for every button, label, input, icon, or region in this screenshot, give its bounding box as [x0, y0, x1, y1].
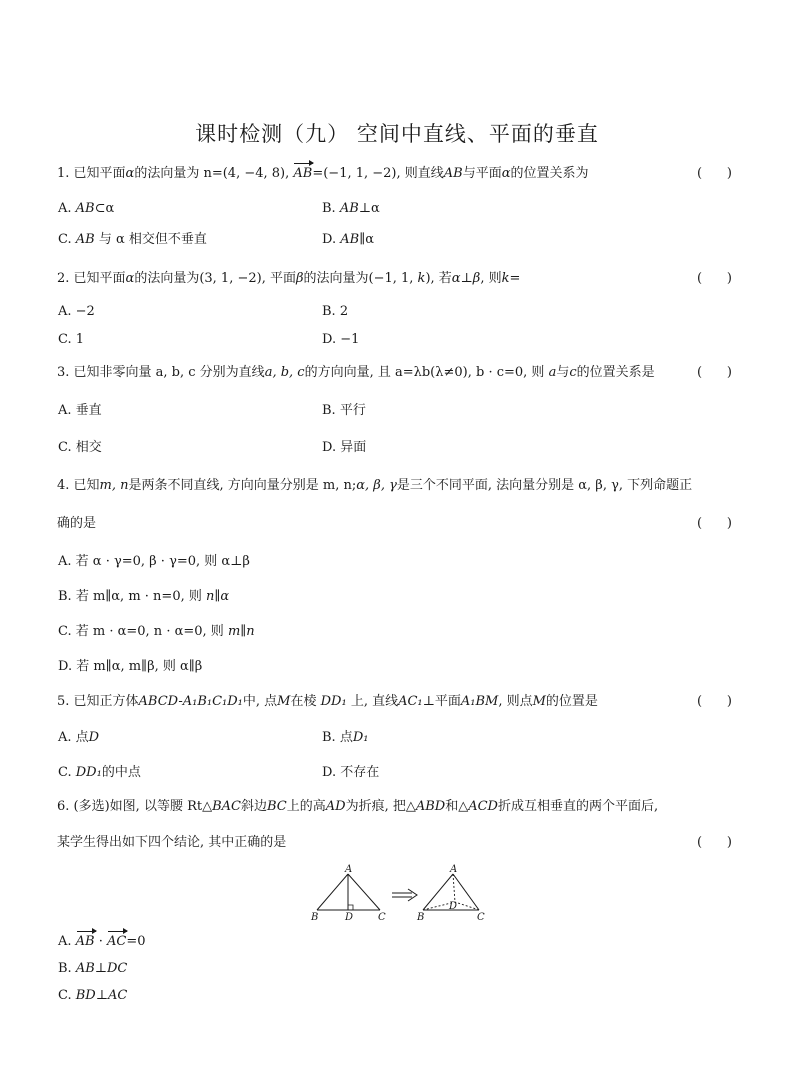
flat-triangle [310, 864, 386, 923]
answer-paren-5: ( ) [697, 694, 732, 709]
fig1-label-a: A [345, 864, 353, 875]
q2-option-b[interactable]: B. 2 [322, 304, 349, 319]
q2-option-c[interactable]: C. 1 [58, 332, 85, 347]
fold-segment-cd [455, 902, 479, 910]
fig2-label-c: C [477, 912, 485, 923]
q5-option-d[interactable]: D. 不存在 [322, 765, 380, 780]
question-5-stem: 5. 已知正方体ABCD-A₁B₁C₁D₁中, 点M在棱 DD₁ 上, 直线AC₁⊥平面A₁BM, 则点M的位置是 [57, 694, 598, 709]
fig1-label-b: B [311, 912, 319, 923]
question-1-stem: 1. 已知平面α的法向量为 n=(4, −4, 8), AB=(−1, 1, −2), 则直线AB与平面α的位置关系为 [57, 166, 589, 181]
fig1-label-c: C [378, 912, 386, 923]
q4-option-b[interactable]: B. 若 m∥α, m · n=0, 则 n∥α [58, 589, 230, 604]
q3-option-b[interactable]: B. 平行 [322, 403, 366, 418]
question-6-stem: 6. (多选)如图, 以等腰 Rt△BAC斜边BC上的高AD为折痕, 把△ABD和△ACD折成互相垂直的两个平面后, [57, 799, 659, 814]
fold-arrow-icon [392, 889, 417, 901]
q4-option-a[interactable]: A. 若 α · γ=0, β · γ=0, 则 α⊥β [58, 554, 250, 569]
folded-tetrahedron [416, 864, 485, 923]
fig2-label-a: A [450, 864, 458, 875]
q5-option-a[interactable]: A. 点D [58, 730, 100, 745]
segment-ab [317, 874, 348, 910]
q2-option-a[interactable]: A. −2 [58, 304, 95, 319]
answer-paren-1: ( ) [697, 166, 732, 181]
q6-option-c[interactable]: C. BD⊥AC [58, 988, 128, 1003]
q3-option-d[interactable]: D. 异面 [322, 440, 367, 455]
question-3-stem: 3. 已知非零向量 a, b, c 分别为直线a, b, c的方向向量, 且 a=λb(λ≠0), b · c=0, 则 a与c的位置关系是 [57, 365, 655, 380]
q3-option-c[interactable]: C. 相交 [58, 440, 102, 455]
q4-option-d[interactable]: D. 若 m∥α, m∥β, 则 α∥β [58, 659, 203, 674]
q3-option-a[interactable]: A. 垂直 [58, 403, 102, 418]
q1-option-b[interactable]: B. AB⊥α [322, 201, 380, 216]
fold-segment-ad [453, 874, 455, 902]
q6-option-b[interactable]: B. AB⊥DC [58, 961, 128, 976]
q6-option-a[interactable]: A. AB · AC=0 [58, 934, 146, 949]
fold-triangle-figure [305, 862, 495, 924]
answer-paren-4: ( ) [697, 516, 732, 531]
q2-option-d[interactable]: D. −1 [322, 332, 360, 347]
segment-ac [348, 874, 380, 910]
question-6-stem-continued: 某学生得出如下四个结论, 其中正确的是 [57, 835, 287, 850]
fig2-label-d: D [449, 901, 458, 912]
fig2-label-b: B [417, 912, 425, 923]
q1-option-a[interactable]: A. AB⊂α [58, 201, 115, 216]
answer-paren-2: ( ) [697, 271, 732, 286]
q1-option-c[interactable]: C. AB 与 α 相交但不垂直 [58, 232, 207, 247]
question-4-stem: 4. 已知m, n是两条不同直线, 方向向量分别是 m, n;α, β, γ是三个不同平面, 法向量分别是 α, β, γ, 下列命题正 [57, 478, 693, 493]
fig1-label-d: D [345, 912, 354, 923]
q5-option-b[interactable]: B. 点D₁ [322, 730, 369, 745]
page-title: 课时检测（九） 空间中直线、平面的垂直 [195, 122, 599, 146]
q1-option-d[interactable]: D. AB∥α [322, 232, 374, 247]
question-2-stem: 2. 已知平面α的法向量为(3, 1, −2), 平面β的法向量为(−1, 1, k), 若α⊥β, 则k= [57, 271, 521, 286]
right-angle-mark [348, 905, 353, 910]
answer-paren-3: ( ) [697, 365, 732, 380]
q5-option-c[interactable]: C. DD₁的中点 [58, 765, 141, 780]
q4-option-c[interactable]: C. 若 m · α=0, n · α=0, 则 m∥n [58, 624, 255, 639]
answer-paren-6: ( ) [697, 835, 732, 850]
question-4-stem-continued: 确的是 [57, 516, 97, 531]
